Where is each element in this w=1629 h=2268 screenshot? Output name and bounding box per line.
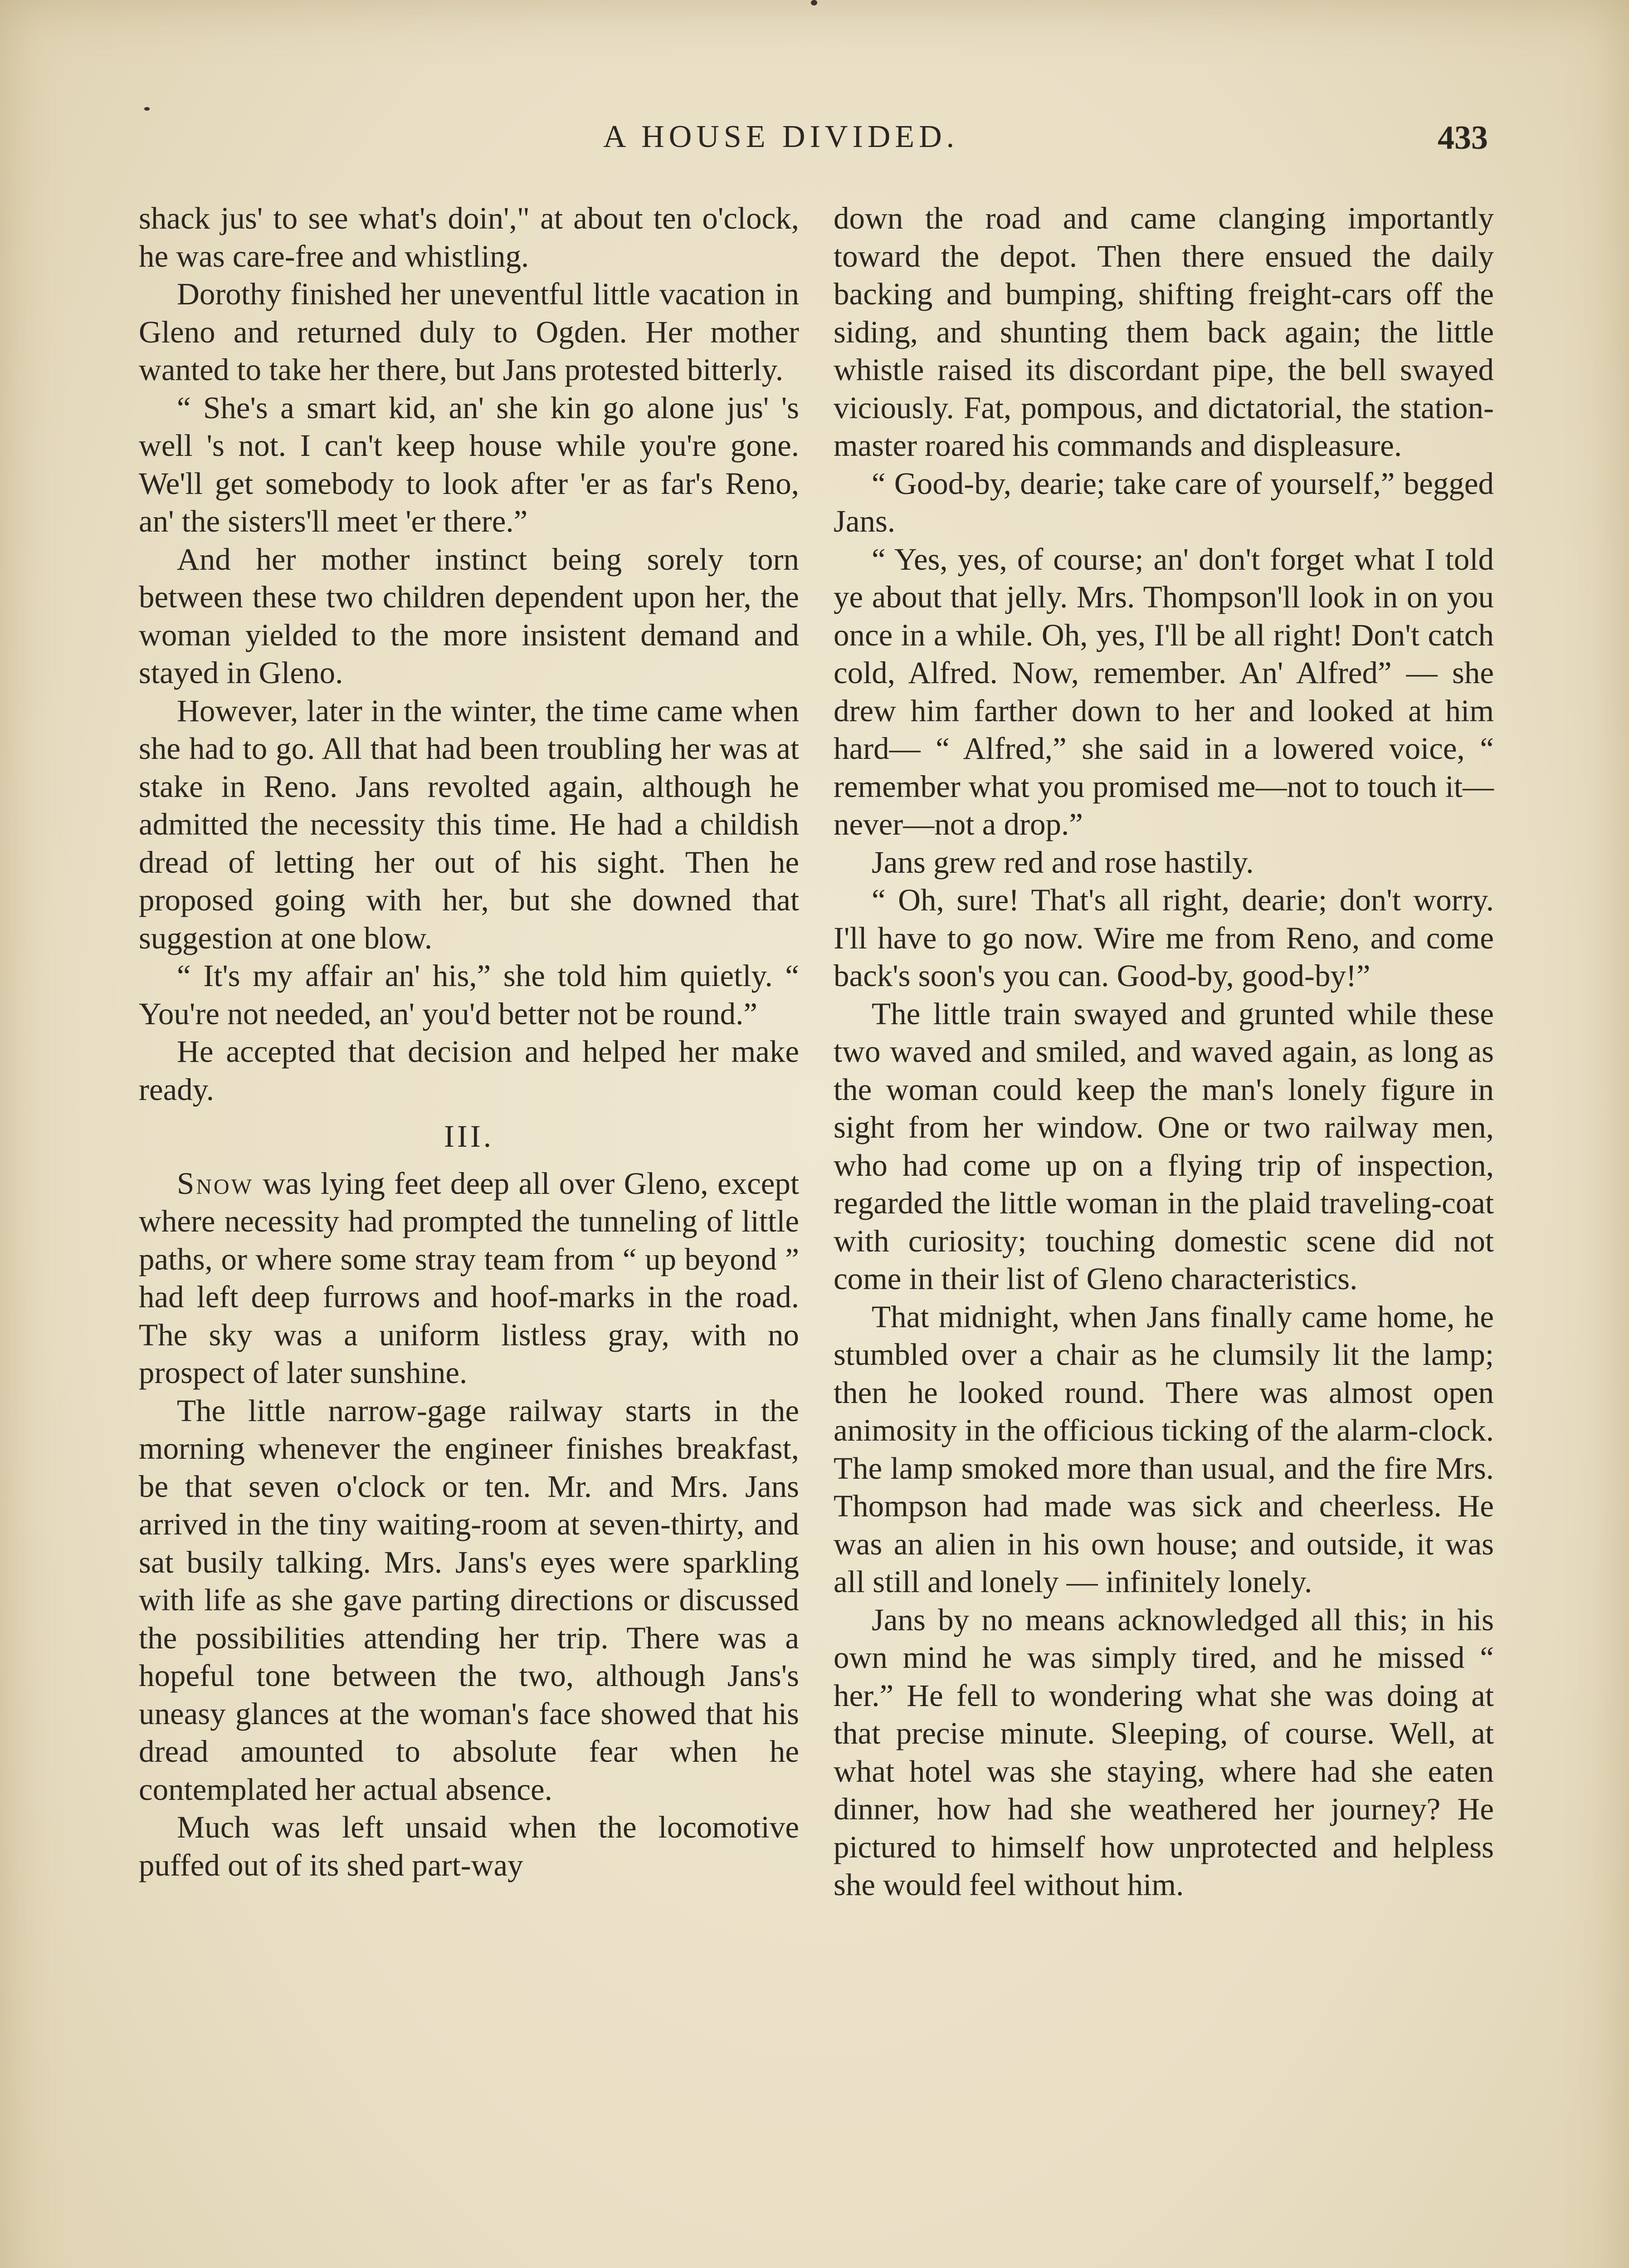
paragraph: Much was left unsaid when the locomotive puffed out of its shed part-way: [139, 1810, 799, 1882]
paragraph: The little narrow-gage railway starts in the morning whenever the engineer finishes breakfast, be that seven o'clock or ten. Mr. and Mrs. Jans arrived in the tiny waiting-room at seven-thirty, and sat busily talking. Mrs. Jans's eyes were sparkling with life as she gave parting directions or discussed the possibilities attending her trip. There was a hopeful tone between the two, although Jans's uneasy glances at the woman's face showed that his dread amounted to absolute fear when he contemplated her actual absence.: [139, 1393, 799, 1807]
left-column: [139, 200, 799, 1884]
paragraph: And her mother instinct being sorely torn between these two children dependent upon her, the woman yielded to the more insistent demand and stayed in Gleno.: [139, 542, 799, 690]
paragraph: Dorothy finished her uneventful little vacation in Gleno and returned duly to Ogden. Her mother wanted to take her there, but Jans protested bitterly.: [139, 277, 799, 387]
right-column: [834, 200, 1494, 1904]
paragraph: However, later in the winter, the time came when she had to go. All that had been troubling her was at stake in Reno. Jans revolted again, although he admitted the necessity this time. He had a childish dread of letting her out of his sight. Then he proposed going with her, but she downed that suggestion at one blow.: [139, 693, 799, 955]
paragraph: “ Yes, yes, of course; an' don't forget what I told ye about that jelly. Mrs. Thompson'll look in on you once in a while. Oh, yes, I'll be all right! Don't catch cold, Alfred. Now, remember. An' Alfred” — she drew him farther down to her and looked at him hard— “ Alfred,” she said in a lowered voice, “ remember what you promised me—not to touch it—never—not a drop.”: [834, 542, 1494, 841]
running-title: A HOUSE DIVIDED.: [603, 119, 959, 154]
paragraph: Jans grew red and rose hastily.: [872, 845, 1254, 880]
paragraph-text: was lying feet deep all over Gleno, except where necessity had prompted the tunneling of little paths, or where some stray team from “ up beyond ” had left deep furrows and hoof-marks in the road. The sky was a uniform listless gray, with no prospect of later sunshine.: [139, 1166, 799, 1390]
page-number: 433: [1438, 119, 1488, 156]
paragraph: Jans by no means acknowledged all this; in his own mind he was simply tired, and he missed “ her.” He fell to wondering what she was doing at that precise minute. Sleeping, of course. Well, at what hotel was she staying, where had she eaten dinner, how had she weathered her journey? He pictured to himself how unprotected and helpless she would feel without him.: [834, 1602, 1494, 1902]
paragraph: “ Oh, sure! That's all right, dearie; don't worry. I'll have to go now. Wire me from Reno, and come back's soon's you can. Good-by, good-by!”: [834, 883, 1494, 993]
ink-speck: [811, 0, 817, 5]
paragraph: That midnight, when Jans finally came home, he stumbled over a chair as he clumsily lit the lamp; then he looked round. There was almost open animosity in the officious ticking of the alarm-clock. The lamp smoked more than usual, and the fire Mrs. Thompson had made was sick and cheerless. He was an alien in his own house; and outside, it was all still and lonely — infinitely lonely.: [834, 1299, 1494, 1599]
paragraph: “ She's a smart kid, an' she kin go alone jus' 's well 's not. I can't keep house while you're gone. We'll get somebody to look after 'er as far's Reno, an' the sisters'll meet 'er there.”: [139, 390, 799, 538]
paragraph: [139, 1165, 799, 1392]
paragraph: “ It's my affair an' his,” she told him quietly. “ You're not needed, an' you'd better not be round.”: [139, 958, 799, 1031]
ink-speck: [144, 107, 150, 111]
paragraph: “ Good-by, dearie; take care of yourself,” begged Jans.: [834, 466, 1494, 538]
paragraph: He accepted that decision and helped her make ready.: [139, 1034, 799, 1107]
paragraph: down the road and came clanging importantly toward the depot. Then there ensued the daily backing and bumping, shifting freight-cars off the siding, and shunting them back again; the little whistle raised its discordant pipe, the bell swayed viciously. Fat, pompous, and dictatorial, the station-master roared his commands and displeasure.: [834, 201, 1494, 463]
paragraph: The little train swayed and grunted while these two waved and smiled, and waved again, as long as the woman could keep the man's lonely figure in sight from her window. One or two railway men, who had come up on a flying trip of inspection, regarded the little woman in the plaid traveling-coat with curiosity; touching domestic scene did not come in their list of Gleno characteristics.: [834, 996, 1494, 1296]
paragraph: shack jus' to see what's doin'," at about ten o'clock, he was care-free and whistling.: [139, 201, 799, 274]
lead-word: Snow: [177, 1166, 254, 1201]
page-header: [136, 119, 1497, 169]
section-heading: III.: [444, 1119, 494, 1154]
